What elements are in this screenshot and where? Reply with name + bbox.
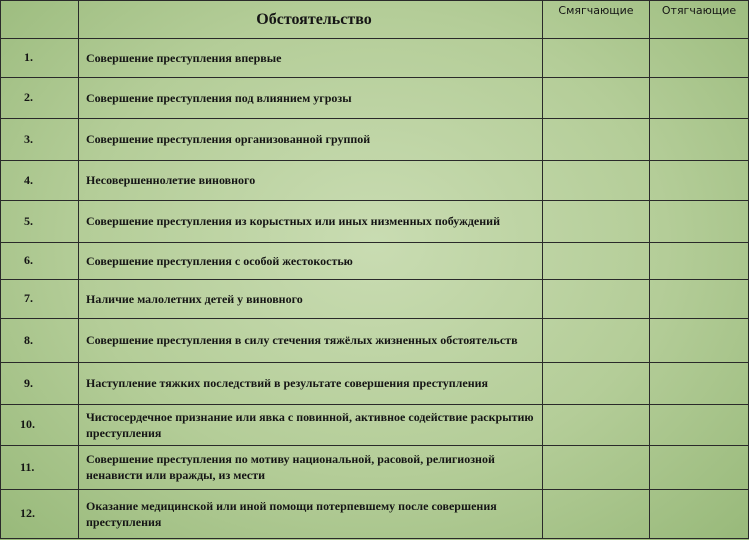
header-mitigating: Смягчающие	[543, 1, 650, 39]
row-circumstance: Совершение преступления организованной группой	[79, 118, 543, 160]
aggravating-cell[interactable]	[650, 279, 749, 318]
mitigating-cell[interactable]	[543, 200, 650, 242]
row-number: 2.	[1, 77, 79, 118]
row-number: 1.	[1, 38, 79, 77]
header-circumstance: Обстоятельство	[79, 1, 543, 39]
aggravating-cell[interactable]	[650, 362, 749, 404]
table-row	[1, 160, 749, 200]
mitigating-cell[interactable]	[543, 118, 650, 160]
row-number: 9.	[1, 362, 79, 404]
table-row	[1, 489, 749, 538]
row-circumstance: Наличие малолетних детей у виновного	[79, 279, 543, 318]
mitigating-cell[interactable]	[543, 77, 650, 118]
table-row	[1, 38, 749, 77]
row-circumstance: Чистосердечное признание или явка с повинной, активное содействие раскрытию преступления	[79, 404, 543, 445]
aggravating-cell[interactable]	[650, 38, 749, 77]
table-row	[1, 118, 749, 160]
row-number: 12.	[1, 489, 79, 538]
aggravating-cell[interactable]	[650, 77, 749, 118]
header-row	[1, 1, 749, 39]
row-number: 8.	[1, 318, 79, 362]
table-row	[1, 242, 749, 279]
row-circumstance: Совершение преступления под влиянием угрозы	[79, 77, 543, 118]
row-number: 3.	[1, 118, 79, 160]
row-number: 11.	[1, 445, 79, 489]
row-circumstance: Совершение преступления по мотиву национальной, расовой, религиозной ненависти или вражды, из мести	[79, 445, 543, 489]
row-number: 6.	[1, 242, 79, 279]
mitigating-cell[interactable]	[543, 279, 650, 318]
row-number: 10.	[1, 404, 79, 445]
row-circumstance: Оказание медицинской или иной помощи потерпевшему после совершения преступления	[79, 489, 543, 538]
table-row	[1, 200, 749, 242]
row-circumstance: Несовершеннолетие виновного	[79, 160, 543, 200]
mitigating-cell[interactable]	[543, 489, 650, 538]
row-circumstance: Наступление тяжких последствий в результате совершения преступления	[79, 362, 543, 404]
mitigating-cell[interactable]	[543, 362, 650, 404]
table-row	[1, 404, 749, 445]
row-number: 4.	[1, 160, 79, 200]
row-number: 7.	[1, 279, 79, 318]
table-row	[1, 445, 749, 489]
row-circumstance: Совершение преступления из корыстных или иных низменных побуждений	[79, 200, 543, 242]
row-circumstance: Совершение преступления впервые	[79, 38, 543, 77]
table-row	[1, 279, 749, 318]
mitigating-cell[interactable]	[543, 318, 650, 362]
mitigating-cell[interactable]	[543, 404, 650, 445]
header-number-cell	[1, 1, 79, 39]
header-aggravating: Отягчающие	[650, 1, 749, 39]
row-circumstance: Совершение преступления с особой жестокостью	[79, 242, 543, 279]
mitigating-cell[interactable]	[543, 242, 650, 279]
table-row	[1, 362, 749, 404]
aggravating-cell[interactable]	[650, 118, 749, 160]
row-circumstance: Совершение преступления в силу стечения тяжёлых жизненных обстоятельств	[79, 318, 543, 362]
aggravating-cell[interactable]	[650, 242, 749, 279]
aggravating-cell[interactable]	[650, 318, 749, 362]
aggravating-cell[interactable]	[650, 445, 749, 489]
row-number: 5.	[1, 200, 79, 242]
aggravating-cell[interactable]	[650, 200, 749, 242]
mitigating-cell[interactable]	[543, 445, 650, 489]
mitigating-cell[interactable]	[543, 38, 650, 77]
aggravating-cell[interactable]	[650, 404, 749, 445]
aggravating-cell[interactable]	[650, 160, 749, 200]
table-row	[1, 318, 749, 362]
table-row	[1, 77, 749, 118]
mitigating-cell[interactable]	[543, 160, 650, 200]
aggravating-cell[interactable]	[650, 489, 749, 538]
